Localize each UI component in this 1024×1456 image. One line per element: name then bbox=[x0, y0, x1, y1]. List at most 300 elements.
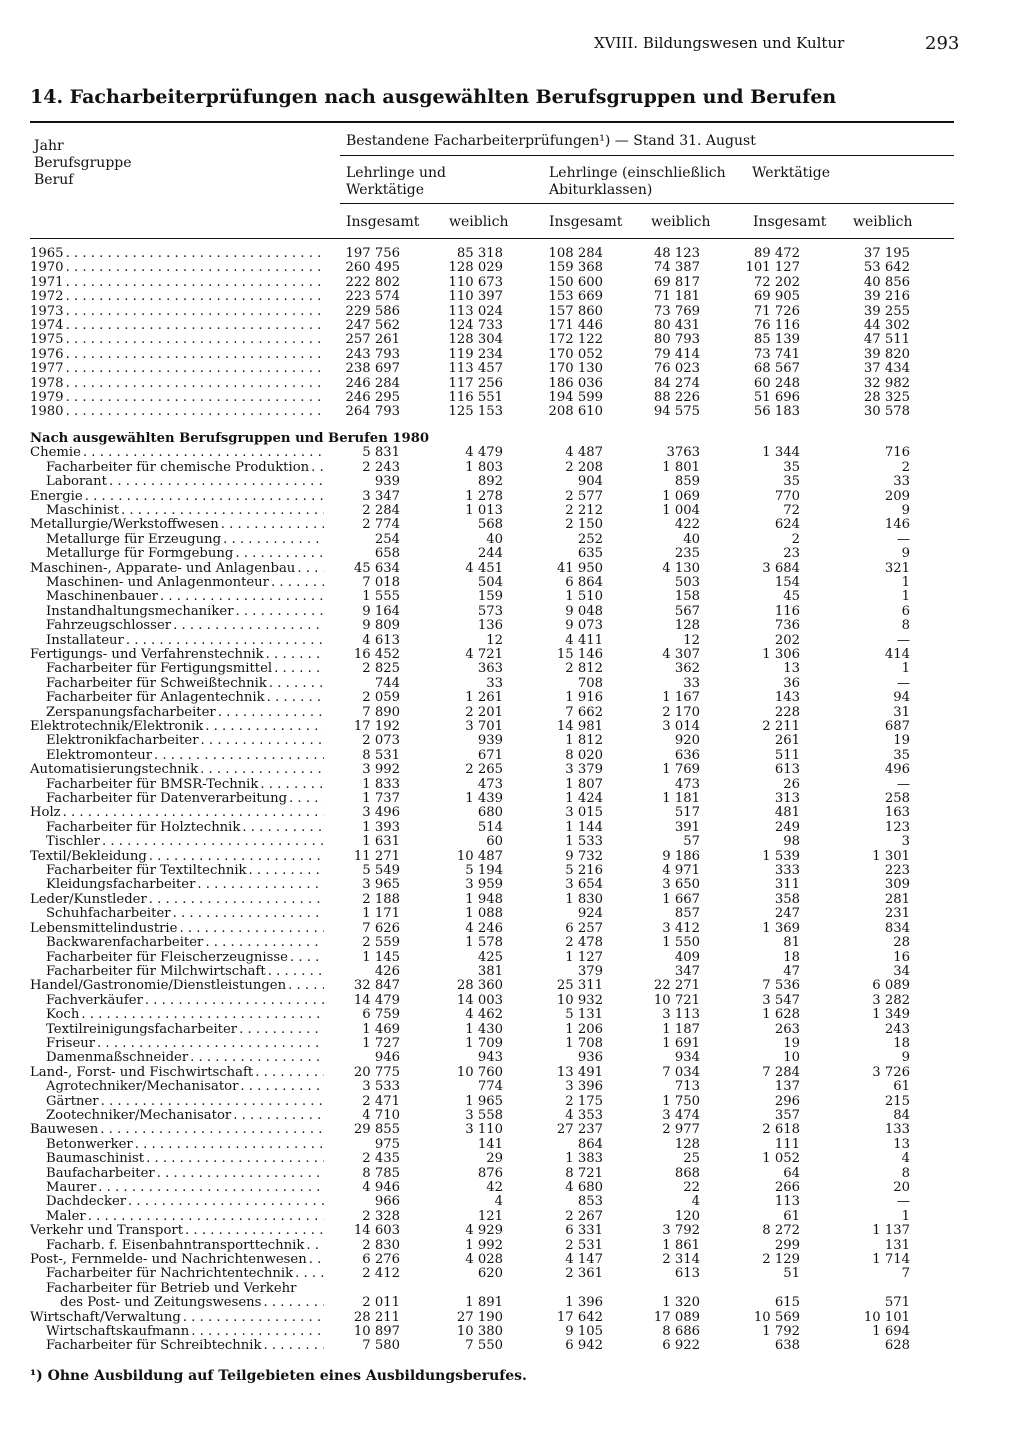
row-label-cell bbox=[30, 319, 330, 333]
value-cell: 864 bbox=[577, 1137, 603, 1152]
value-cell: 72 bbox=[783, 503, 800, 518]
value-cell: 362 bbox=[674, 662, 700, 677]
value-cell: — bbox=[896, 777, 910, 792]
row-label-cell bbox=[30, 1167, 330, 1181]
value-cell: 85 139 bbox=[753, 333, 800, 348]
value-cell: 1 424 bbox=[565, 792, 603, 807]
occupation-row bbox=[30, 1109, 910, 1123]
value-cell: 1 430 bbox=[465, 1022, 503, 1037]
leader-dots bbox=[266, 648, 324, 662]
leader-dots bbox=[268, 965, 324, 979]
value-cell: 246 295 bbox=[345, 391, 400, 406]
value-cell: 708 bbox=[577, 676, 603, 691]
value-cell: 1 137 bbox=[872, 1224, 910, 1239]
value-cell: 10 bbox=[783, 1051, 800, 1066]
value-cell: 4 bbox=[691, 1195, 700, 1210]
value-cell: 197 756 bbox=[345, 247, 400, 261]
value-cell: 20 775 bbox=[353, 1065, 400, 1080]
value-cell: 37 195 bbox=[863, 247, 910, 261]
leader-dots bbox=[271, 576, 324, 590]
year-row bbox=[30, 391, 910, 405]
value-cell: 60 bbox=[486, 835, 503, 850]
value-cell: 2 129 bbox=[762, 1253, 800, 1268]
value-cell: 39 216 bbox=[863, 290, 910, 305]
value-cell: 111 bbox=[774, 1137, 800, 1152]
value-cell: 1 891 bbox=[465, 1296, 503, 1311]
value-cell: 246 284 bbox=[345, 376, 400, 391]
row-label-cell bbox=[30, 605, 330, 619]
value-cell: 53 642 bbox=[863, 261, 910, 276]
occupation-row bbox=[30, 951, 910, 965]
sub-header-4: weiblich bbox=[651, 214, 711, 230]
value-cell: 1 320 bbox=[662, 1296, 700, 1311]
leader-dots bbox=[255, 1066, 324, 1080]
value-cell: 159 bbox=[477, 590, 503, 605]
value-cell: 266 bbox=[774, 1181, 800, 1195]
row-label: Textil/Bekleidung bbox=[30, 849, 147, 864]
sub-header-1: Insgesamt bbox=[346, 214, 420, 230]
row-label-cell bbox=[30, 691, 330, 705]
leader-dots bbox=[267, 691, 324, 705]
occupation-row bbox=[30, 878, 910, 892]
row-label-cell bbox=[30, 1066, 330, 1080]
value-cell: 1 052 bbox=[762, 1152, 800, 1167]
value-cell: 3 496 bbox=[362, 806, 400, 821]
value-cell: 1 533 bbox=[565, 835, 603, 850]
occupation-row bbox=[30, 1008, 910, 1022]
year-row bbox=[30, 247, 910, 261]
value-cell: 13 bbox=[893, 1137, 910, 1152]
value-cell: 904 bbox=[577, 475, 603, 490]
value-cell: 3 014 bbox=[662, 720, 700, 734]
value-cell: 17 192 bbox=[353, 720, 400, 734]
row-label-cell bbox=[30, 518, 330, 532]
value-cell: 6 922 bbox=[662, 1339, 700, 1354]
row-label: Instandhaltungsmechaniker bbox=[46, 604, 234, 619]
leader-dots bbox=[223, 533, 324, 547]
value-cell: 8 531 bbox=[362, 748, 400, 763]
value-cell: 7 890 bbox=[362, 705, 400, 720]
value-cell: 671 bbox=[477, 748, 503, 763]
value-cell: 3 547 bbox=[762, 993, 800, 1008]
occupation-row bbox=[30, 792, 910, 806]
value-cell: 2 825 bbox=[362, 662, 400, 677]
sub-header-6: weiblich bbox=[853, 214, 913, 230]
occupation-row bbox=[30, 821, 910, 835]
value-cell: 51 bbox=[783, 1267, 800, 1282]
spanning-header: Bestandene Facharbeiterprüfungen¹) — Stand 31. August bbox=[346, 133, 756, 149]
value-cell: 1 344 bbox=[762, 446, 800, 461]
value-cell: 1 916 bbox=[565, 691, 603, 706]
value-cell: 3 558 bbox=[465, 1108, 503, 1123]
value-cell: 3 533 bbox=[362, 1080, 400, 1095]
occupation-row bbox=[30, 634, 910, 648]
value-cell: 8 721 bbox=[565, 1166, 603, 1181]
leader-dots bbox=[295, 1267, 324, 1281]
value-cell: 5 831 bbox=[362, 446, 400, 461]
value-cell bbox=[503, 1282, 603, 1296]
row-label-cell bbox=[30, 979, 330, 993]
value-cell: 137 bbox=[774, 1080, 800, 1095]
value-cell: 121 bbox=[477, 1209, 503, 1224]
value-cell: 113 bbox=[774, 1195, 800, 1210]
value-cell: 1 709 bbox=[465, 1036, 503, 1051]
row-label: Facharbeiter für Fleischerzeugnisse bbox=[46, 950, 288, 965]
value-cell: 202 bbox=[774, 633, 800, 648]
value-cell: 19 bbox=[783, 1036, 800, 1051]
value-cell: 116 551 bbox=[448, 391, 503, 406]
value-cell: 33 bbox=[683, 676, 700, 691]
value-cell: 5 131 bbox=[565, 1008, 603, 1023]
row-label: Metallurge für Erzeugung bbox=[46, 532, 222, 547]
occupation-row bbox=[30, 936, 910, 950]
value-cell: 321 bbox=[884, 561, 910, 576]
value-cell: 1 750 bbox=[662, 1094, 700, 1109]
value-cell: 2 435 bbox=[362, 1152, 400, 1167]
value-cell: 223 574 bbox=[345, 290, 400, 305]
value-cell: 770 bbox=[774, 489, 800, 504]
leader-dots bbox=[218, 706, 324, 720]
value-cell: 244 bbox=[477, 547, 503, 562]
row-label-cell bbox=[30, 1037, 330, 1051]
value-cell: 473 bbox=[674, 777, 700, 792]
leader-dots bbox=[157, 1167, 324, 1181]
value-cell: 1 830 bbox=[565, 892, 603, 907]
group-row bbox=[30, 490, 910, 504]
value-cell: 15 146 bbox=[556, 647, 603, 662]
value-cell: 2 774 bbox=[362, 518, 400, 533]
value-cell: 7 626 bbox=[362, 921, 400, 936]
value-cell: 6 942 bbox=[565, 1339, 603, 1354]
leader-dots bbox=[66, 348, 324, 362]
leader-dots bbox=[109, 475, 324, 489]
value-cell: 257 261 bbox=[345, 333, 400, 348]
value-cell: 358 bbox=[774, 892, 800, 907]
leader-dots bbox=[260, 778, 324, 792]
row-label-cell bbox=[30, 562, 330, 576]
value-cell: 391 bbox=[674, 820, 700, 835]
row-label: Baumaschinist bbox=[46, 1152, 145, 1167]
row-label: Facharbeiter für Anlagentechnik bbox=[46, 691, 265, 706]
value-cell: 194 599 bbox=[548, 391, 603, 406]
value-cell: 2 267 bbox=[565, 1209, 603, 1224]
occupation-row bbox=[30, 1267, 910, 1281]
row-label: Fachverkäufer bbox=[46, 993, 143, 1008]
value-cell: 635 bbox=[577, 547, 603, 562]
value-cell: 2 bbox=[791, 532, 800, 547]
occupation-row bbox=[30, 619, 910, 633]
row-label-cell bbox=[30, 1195, 330, 1209]
value-cell: 9 105 bbox=[565, 1325, 603, 1340]
value-cell: 2 170 bbox=[662, 705, 700, 720]
row-label: Facharbeiter für Schreibtechnik bbox=[46, 1339, 262, 1354]
value-cell: 568 bbox=[477, 518, 503, 533]
value-cell: 3 701 bbox=[465, 720, 503, 734]
row-label: Backwarenfacharbeiter bbox=[46, 936, 204, 951]
row-label-cell bbox=[30, 261, 330, 275]
value-cell: 868 bbox=[674, 1166, 700, 1181]
leader-dots bbox=[66, 362, 324, 376]
value-cell: 8 686 bbox=[662, 1325, 700, 1340]
value-cell: 946 bbox=[374, 1051, 400, 1066]
value-cell: 8 272 bbox=[762, 1224, 800, 1239]
row-label: 1978 bbox=[30, 376, 64, 391]
value-cell: 154 bbox=[774, 575, 800, 590]
section-row bbox=[30, 432, 910, 446]
value-cell: 3 992 bbox=[362, 763, 400, 778]
row-label-cell bbox=[30, 922, 330, 936]
value-cell: 2 011 bbox=[362, 1296, 400, 1311]
value-cell: 9 164 bbox=[362, 604, 400, 619]
leader-dots bbox=[197, 878, 324, 892]
value-cell: 511 bbox=[774, 748, 800, 763]
value-cell: 2 559 bbox=[362, 936, 400, 951]
row-label: Facharbeiter für chemische Produktion bbox=[46, 460, 310, 475]
value-cell: 9 186 bbox=[662, 849, 700, 864]
row-label-cell bbox=[30, 951, 330, 965]
value-cell: 186 036 bbox=[548, 376, 603, 391]
value-cell: 4 307 bbox=[662, 647, 700, 662]
occupation-row bbox=[30, 1239, 910, 1253]
leader-dots bbox=[288, 979, 324, 993]
value-cell: 1 807 bbox=[565, 777, 603, 792]
value-cell: 33 bbox=[486, 676, 503, 691]
row-label-cell bbox=[30, 1253, 330, 1267]
value-cell: 2 073 bbox=[362, 734, 400, 749]
occupation-row bbox=[30, 994, 910, 1008]
value-cell: 571 bbox=[884, 1296, 910, 1311]
leader-dots bbox=[173, 619, 324, 633]
value-cell: 2 265 bbox=[465, 763, 503, 778]
leader-dots bbox=[183, 1311, 324, 1325]
row-label: 1975 bbox=[30, 333, 64, 348]
value-cell: 3 347 bbox=[362, 489, 400, 504]
value-cell: 79 414 bbox=[653, 347, 700, 362]
value-cell: 3 792 bbox=[662, 1224, 700, 1239]
occupation-row bbox=[30, 1051, 910, 1065]
row-label: Elektronikfacharbeiter bbox=[46, 734, 199, 749]
value-cell: 1 694 bbox=[872, 1325, 910, 1340]
value-cell: 3 726 bbox=[872, 1065, 910, 1080]
value-cell: 2 618 bbox=[762, 1123, 800, 1138]
value-cell: 313 bbox=[774, 792, 800, 807]
value-cell: 481 bbox=[774, 806, 800, 821]
value-cell: 333 bbox=[774, 864, 800, 879]
value-cell: 6 276 bbox=[362, 1253, 400, 1268]
row-label-cell bbox=[30, 490, 330, 504]
value-cell: 939 bbox=[374, 475, 400, 490]
value-cell: 3763 bbox=[666, 446, 700, 461]
value-cell: 9 732 bbox=[565, 849, 603, 864]
value-cell: 4 451 bbox=[465, 561, 503, 576]
row-label: Fertigungs- und Verfahrenstechnik bbox=[30, 647, 264, 662]
value-cell: 1 948 bbox=[465, 892, 503, 907]
value-cell: 5 216 bbox=[565, 864, 603, 879]
value-cell: 27 190 bbox=[456, 1310, 503, 1325]
value-cell: 20 bbox=[893, 1181, 910, 1195]
row-label-cell bbox=[30, 590, 330, 604]
row-label-cell bbox=[30, 821, 330, 835]
row-label: Lebensmittelindustrie bbox=[30, 921, 178, 936]
row-label: Installateur bbox=[46, 633, 124, 648]
row-label-cell bbox=[30, 835, 330, 849]
value-cell: 3 396 bbox=[565, 1080, 603, 1095]
occupation-row bbox=[30, 1095, 910, 1109]
value-cell: 4 613 bbox=[362, 633, 400, 648]
row-label-cell bbox=[30, 864, 330, 878]
leader-dots bbox=[66, 319, 324, 333]
value-cell: 4 411 bbox=[565, 633, 603, 648]
value-cell: 1 369 bbox=[762, 921, 800, 936]
value-cell: 1 181 bbox=[662, 792, 700, 807]
value-cell: 620 bbox=[477, 1267, 503, 1282]
value-cell: 426 bbox=[374, 964, 400, 979]
row-label: Zootechniker/Mechanisator bbox=[46, 1108, 232, 1123]
value-cell: 638 bbox=[774, 1339, 800, 1354]
value-cell: 517 bbox=[674, 806, 700, 821]
value-cell: 120 bbox=[674, 1209, 700, 1224]
value-cell: 1 992 bbox=[465, 1238, 503, 1253]
value-cell: 4 147 bbox=[565, 1253, 603, 1268]
value-cell: 3 379 bbox=[565, 763, 603, 778]
row-label: Energie bbox=[30, 489, 83, 504]
row-label: 1965 bbox=[30, 247, 64, 261]
value-cell: 108 284 bbox=[548, 247, 603, 261]
value-cell: 4 bbox=[901, 1152, 910, 1167]
value-cell bbox=[800, 1282, 910, 1296]
value-cell: 2 314 bbox=[662, 1253, 700, 1268]
group-header-2 bbox=[549, 165, 726, 199]
value-cell: 876 bbox=[477, 1166, 503, 1181]
value-cell: 4 246 bbox=[465, 921, 503, 936]
row-label: Zerspanungsfacharbeiter bbox=[46, 705, 216, 720]
row-label: Maler bbox=[46, 1209, 86, 1224]
occupation-row bbox=[30, 605, 910, 619]
value-cell: 3 015 bbox=[565, 806, 603, 821]
value-cell: 1 812 bbox=[565, 734, 603, 749]
value-cell: 496 bbox=[884, 763, 910, 778]
group-row bbox=[30, 1066, 910, 1080]
table-title: 14. Facharbeiterprüfungen nach ausgewählten Berufsgruppen und Berufen bbox=[30, 86, 837, 108]
value-cell: 3 110 bbox=[465, 1123, 503, 1138]
value-cell: 238 697 bbox=[345, 362, 400, 377]
value-cell bbox=[330, 1282, 400, 1296]
value-cell bbox=[603, 1282, 700, 1296]
row-label: Gärtner bbox=[46, 1094, 99, 1109]
value-cell: 1 769 bbox=[662, 763, 700, 778]
leader-dots bbox=[101, 1095, 324, 1109]
value-cell: 124 733 bbox=[448, 319, 503, 334]
row-label-cell bbox=[30, 475, 330, 489]
row-label-cell bbox=[30, 706, 330, 720]
value-cell: 34 bbox=[893, 964, 910, 979]
value-cell: 4 929 bbox=[465, 1224, 503, 1239]
value-cell: 223 bbox=[884, 864, 910, 879]
value-cell: 514 bbox=[477, 820, 503, 835]
section-title: Nach ausgewählten Berufsgruppen und Berufen 1980 bbox=[30, 431, 430, 446]
row-label-cell bbox=[30, 792, 330, 806]
value-cell: 80 793 bbox=[653, 333, 700, 348]
row-label: Maschinen-, Apparate- und Anlagenbau bbox=[30, 561, 296, 576]
value-cell: 363 bbox=[477, 662, 503, 677]
leader-dots bbox=[66, 261, 324, 275]
value-cell: 636 bbox=[674, 748, 700, 763]
leader-dots bbox=[100, 1123, 324, 1137]
leader-dots bbox=[149, 850, 324, 864]
value-cell: 45 634 bbox=[353, 561, 400, 576]
value-cell: 157 860 bbox=[548, 304, 603, 319]
value-cell: 10 760 bbox=[456, 1065, 503, 1080]
leader-dots bbox=[221, 518, 324, 532]
occupation-row bbox=[30, 1296, 910, 1310]
value-cell: 17 089 bbox=[653, 1310, 700, 1325]
value-cell: 1 144 bbox=[565, 820, 603, 835]
value-cell: 44 302 bbox=[863, 319, 910, 334]
leader-dots bbox=[121, 504, 324, 518]
value-cell: 1 833 bbox=[362, 777, 400, 792]
leader-dots bbox=[306, 1239, 324, 1253]
leader-dots bbox=[135, 1138, 324, 1152]
value-cell: 1 801 bbox=[662, 460, 700, 475]
value-cell: 41 950 bbox=[556, 561, 603, 576]
value-cell: 1 555 bbox=[362, 590, 400, 605]
value-cell: 17 642 bbox=[556, 1310, 603, 1325]
value-cell: 252 bbox=[577, 532, 603, 547]
value-cell: 939 bbox=[477, 734, 503, 749]
value-cell: 1 393 bbox=[362, 820, 400, 835]
value-cell: 28 325 bbox=[863, 391, 910, 406]
value-cell: 567 bbox=[674, 604, 700, 619]
row-label-cell bbox=[30, 247, 330, 261]
value-cell: 1 803 bbox=[465, 460, 503, 475]
value-cell: 29 855 bbox=[353, 1123, 400, 1138]
occupation-row bbox=[30, 1023, 910, 1037]
row-label-cell bbox=[30, 1138, 330, 1152]
leader-dots bbox=[66, 333, 324, 347]
occupation-row bbox=[30, 677, 910, 691]
value-cell: 1 171 bbox=[362, 907, 400, 922]
value-cell: 263 bbox=[774, 1022, 800, 1037]
value-cell: 10 569 bbox=[753, 1310, 800, 1325]
value-cell: 163 bbox=[884, 806, 910, 821]
row-label-cell bbox=[30, 1224, 330, 1238]
row-label: Wirtschaftskaufmann bbox=[46, 1325, 190, 1340]
value-cell: 7 536 bbox=[762, 979, 800, 994]
value-cell: 2 812 bbox=[565, 662, 603, 677]
row-label: 1974 bbox=[30, 319, 64, 334]
value-cell: 3 474 bbox=[662, 1108, 700, 1123]
value-cell: 624 bbox=[774, 518, 800, 533]
group-header-3: Werktätige bbox=[752, 165, 831, 181]
leader-dots bbox=[190, 1051, 324, 1065]
group-row bbox=[30, 763, 910, 777]
row-label-cell bbox=[30, 1239, 330, 1253]
rule-header-bottom bbox=[30, 238, 954, 239]
value-cell: 6 257 bbox=[565, 921, 603, 936]
value-cell: 716 bbox=[884, 446, 910, 461]
row-label: Facharbeiter für Milchwirtschaft bbox=[46, 964, 266, 979]
value-cell: 299 bbox=[774, 1238, 800, 1253]
value-cell: 13 bbox=[783, 662, 800, 677]
value-cell: 2 531 bbox=[565, 1238, 603, 1253]
occupation-row bbox=[30, 1210, 910, 1224]
value-cell: 61 bbox=[783, 1209, 800, 1224]
value-cell: 3 282 bbox=[872, 993, 910, 1008]
value-cell: 2 201 bbox=[465, 705, 503, 720]
occupation-row bbox=[30, 1325, 910, 1339]
occupation-row bbox=[30, 590, 910, 604]
value-cell: 101 127 bbox=[745, 261, 800, 276]
